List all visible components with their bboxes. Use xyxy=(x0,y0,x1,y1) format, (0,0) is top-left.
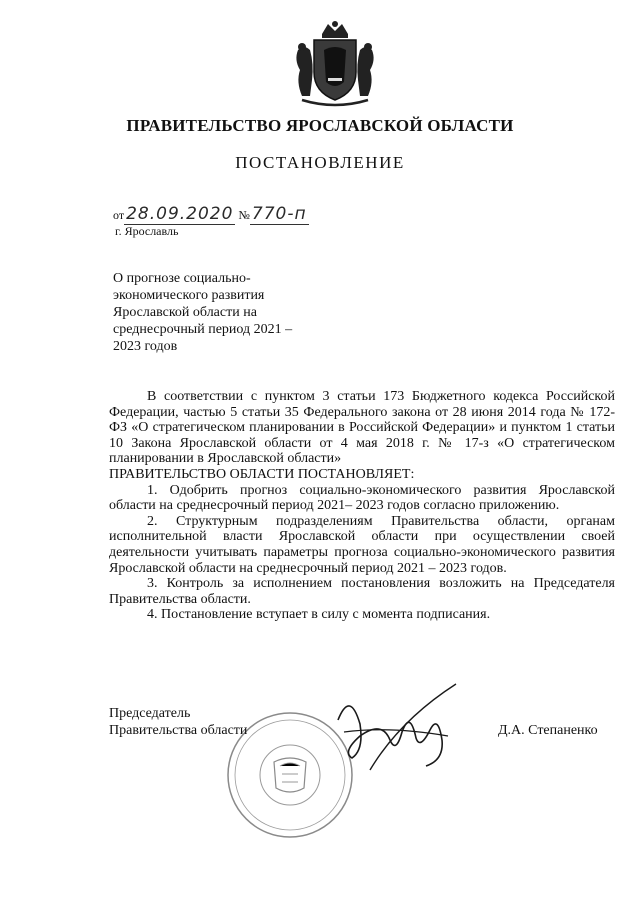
position-line-1: Председатель xyxy=(109,706,191,721)
handwritten-signature-icon xyxy=(330,680,460,780)
list-item: 4. Постановление вступает в силу с момента подписания. xyxy=(147,607,491,623)
city-label: г. Ярославль xyxy=(115,224,179,238)
position-line-2: Правительства области xyxy=(109,723,248,738)
org-title: ПРАВИТЕЛЬСТВО ЯРОСЛАВСКОЙ ОБЛАСТИ xyxy=(126,116,514,135)
signatory-position xyxy=(109,705,247,739)
number-value: 770-п xyxy=(251,204,307,224)
yaroslavl-coat-of-arms-icon xyxy=(292,20,378,108)
date-value: 28.09.2020 xyxy=(126,204,234,224)
document-subject: О прогнозе социально-экономического развития Ярославской области на среднесрочный период 2021 – 2023 годов xyxy=(113,271,293,354)
resolution-line: ПРАВИТЕЛЬСТВО ОБЛАСТИ ПОСТАНОВЛЯЕТ: xyxy=(109,466,415,482)
document-type: ПОСТАНОВЛЕНИЕ xyxy=(235,153,405,172)
document-body xyxy=(109,389,615,623)
list-item: 3. Контроль за исполнением постановления возложить на Председателя Правительства области. xyxy=(109,576,615,607)
preamble-paragraph: В соответствии с пунктом 3 статьи 173 Бюджетного кодекса Российской Федерации, частью 5 статьи 35 Федерального закона от 28 июня 2014 года № 172-ФЗ «О стратегическом планировании в Российской Федерации» и пунктом 1 статьи 10 Закона Ярославской области от 4 мая 2018 г. № 17-з «О стратегическом планировании в Ярославской области» xyxy=(109,389,615,467)
date-number-line xyxy=(113,204,309,225)
number-prefix: № xyxy=(238,208,250,222)
date-prefix: от xyxy=(113,208,125,222)
list-item: 1. Одобрить прогноз социально-экономического развития Ярославской области на среднесрочный период 2021– 2023 годов согласно приложению. xyxy=(109,482,615,514)
list-item: 2. Структурным подразделениям Правительства области, органам исполнительной власти Ярославской области при осуществлении своей деятельности учитывать параметры прогноза социально-экономического развития Ярославской области на среднесрочный период 2021 – 2023 годов. xyxy=(109,513,615,576)
signer-name: Д.А. Степаненко xyxy=(498,723,598,738)
